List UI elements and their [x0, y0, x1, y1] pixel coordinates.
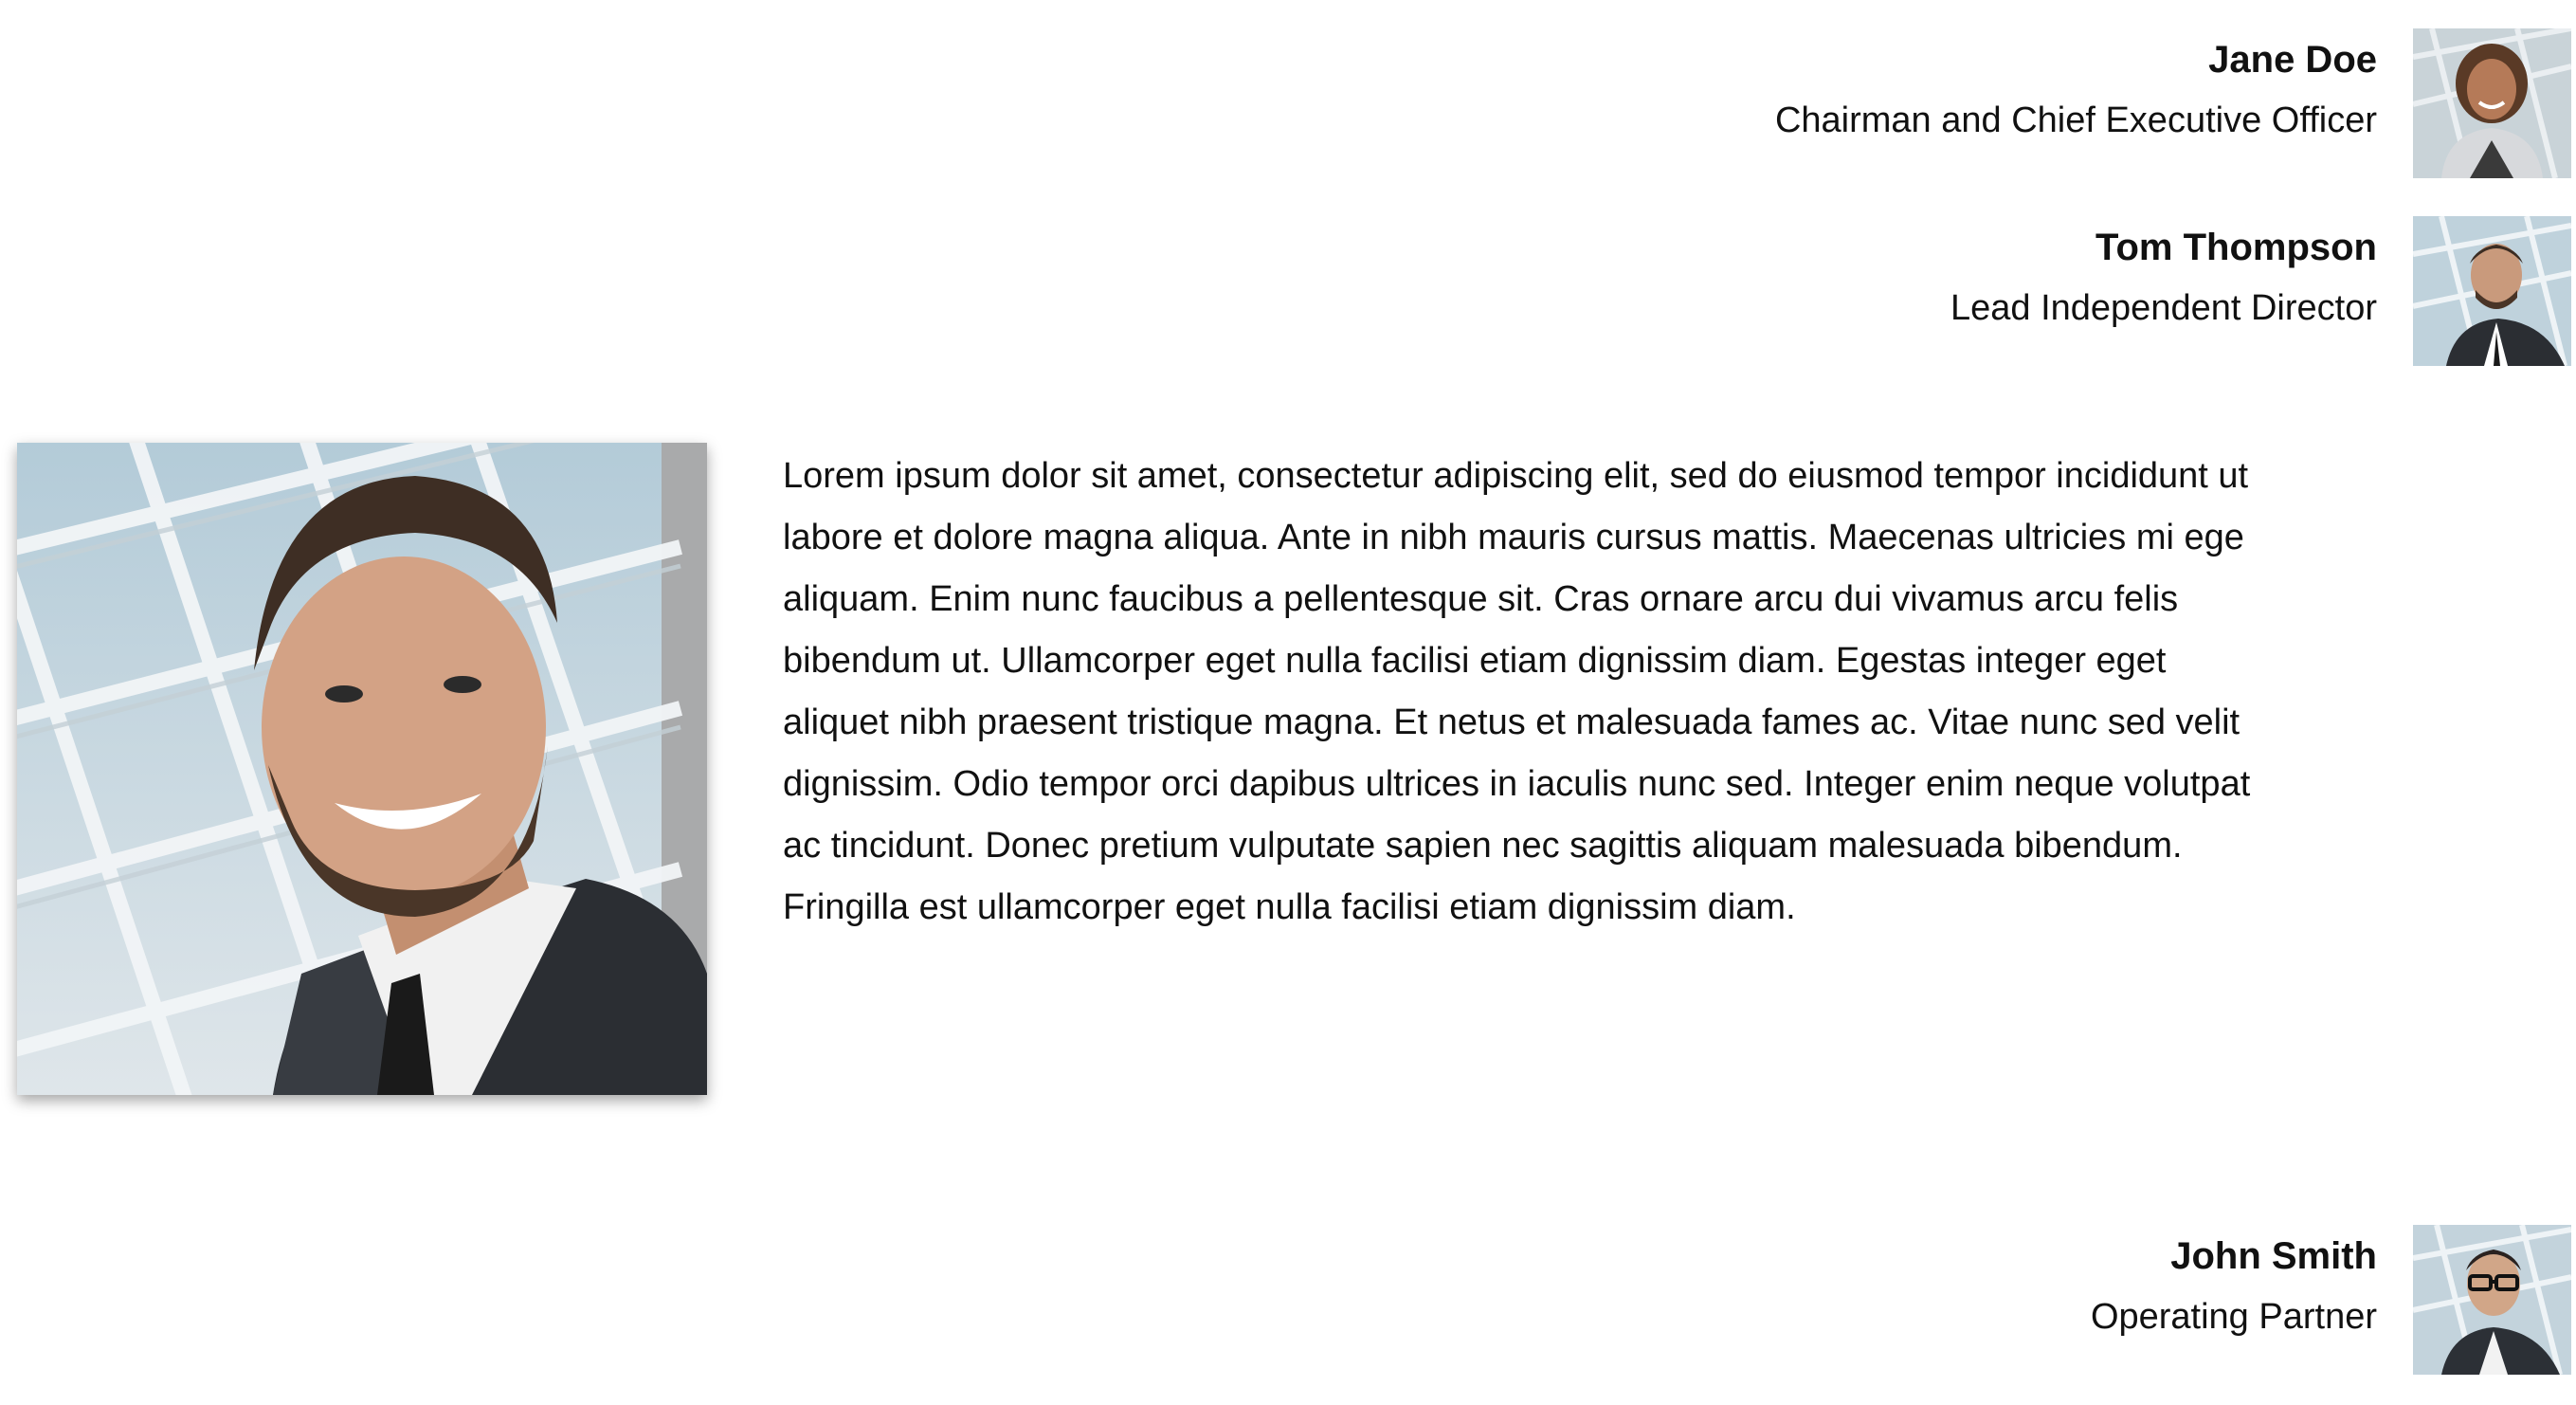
avatar[interactable] — [2413, 216, 2571, 366]
member-title: Operating Partner — [2090, 1297, 2377, 1337]
member-title: Lead Independent Director — [1950, 288, 2377, 328]
team-member-jane-doe[interactable] — [0, 0, 2576, 161]
member-text — [1775, 0, 2377, 144]
member-name[interactable]: John Smith — [2170, 1235, 2377, 1277]
avatar[interactable] — [2413, 28, 2571, 178]
portrait-man-glasses-icon — [2413, 1225, 2571, 1375]
member-title: Chairman and Chief Executive Officer — [1774, 100, 2377, 140]
featured-photo — [17, 443, 707, 1095]
avatar[interactable] — [2413, 1225, 2571, 1375]
portrait-woman-icon — [2413, 28, 2571, 178]
member-text — [2091, 1196, 2377, 1341]
team-member-john-smith[interactable] — [0, 1196, 2576, 1358]
team-member-tom-thompson[interactable] — [0, 188, 2576, 349]
member-name[interactable]: Jane Doe — [2208, 39, 2377, 81]
member-name[interactable]: Tom Thompson — [2095, 227, 2377, 268]
member-text — [1950, 188, 2377, 332]
featured-bio: Lorem ipsum dolor sit amet, consectetur adipiscing elit, sed do eiusmod tempor incididunt ut labore et dolore magna aliqua. Ante in nibh mauris cursus mattis. Maecenas ultricies mi ege aliquam. Enim nunc faucibus a pellentesque sit. Cras ornare arcu dui vivamus arcu felis bibendum ut. Ullamcorper eget nulla facilisi etiam dignissim diam. Egestas integer eget aliquet nibh praesent tristique magna. Et netus et malesuada fames ac. Vitae nunc sed velit dignissim. Odio tempor orci dapibus ultrices in iaculis nunc sed. Integer enim neque volutpat ac tincidunt. Donec pretium vulputate sapien nec sagittis aliquam malesuada bibendum. Fringilla est ullamcorper eget nulla facilisi etiam dignissim diam. — [783, 456, 2251, 927]
portrait-man-icon — [2413, 216, 2571, 366]
portrait-man-icon — [17, 443, 707, 1095]
